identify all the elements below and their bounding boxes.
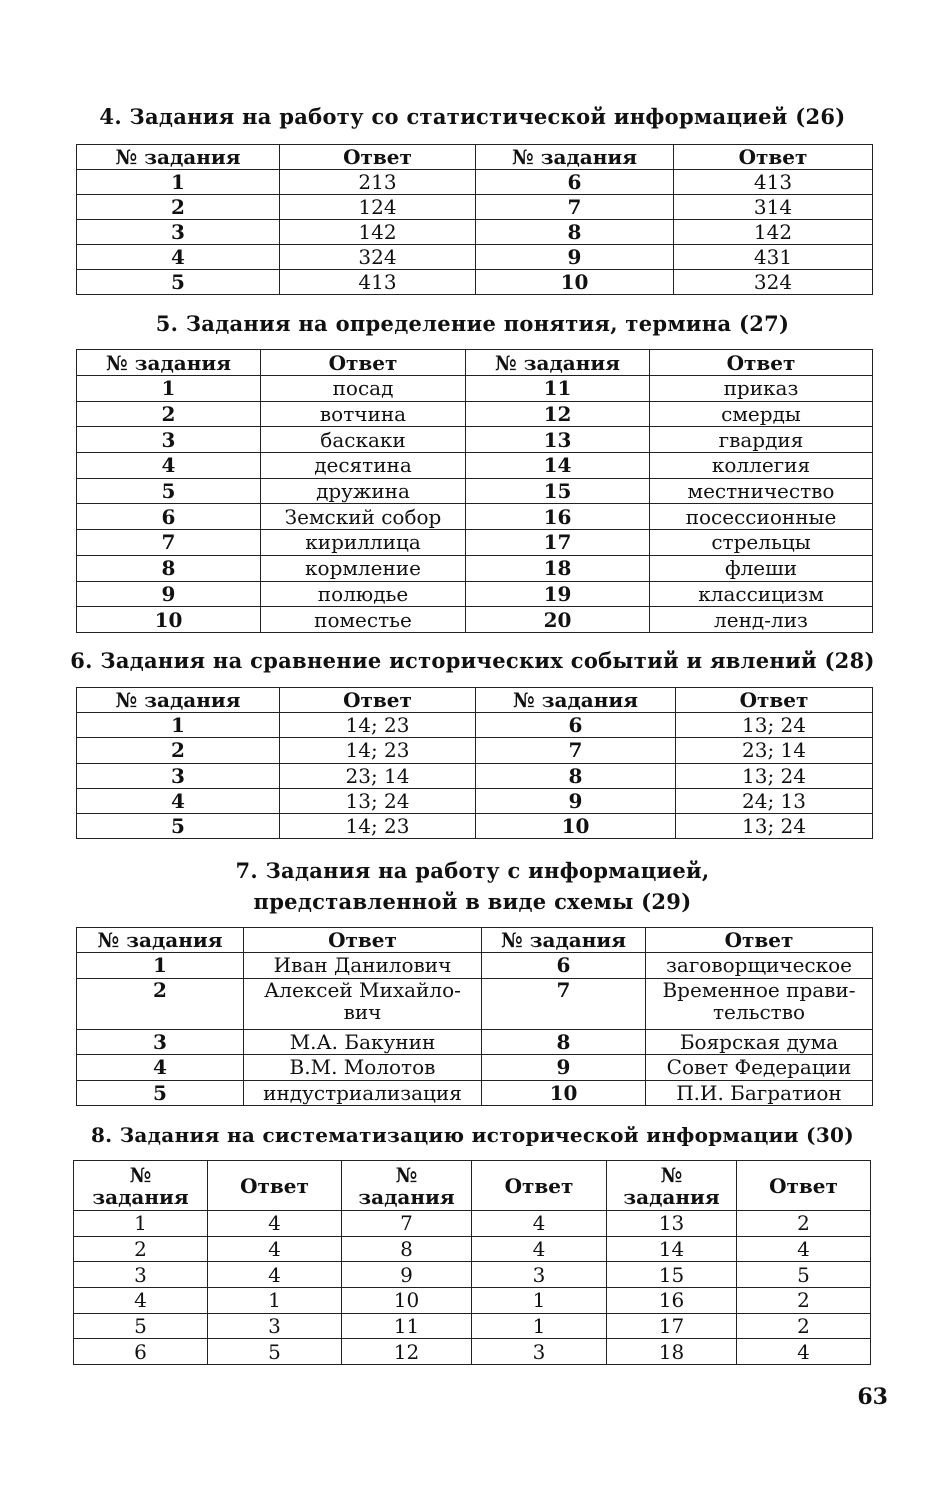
- task-number-cell: 4: [77, 245, 280, 270]
- task-number-cell: 10: [482, 1080, 646, 1106]
- answer-cell: Алексей Михайло- вич: [244, 978, 482, 1029]
- table-row: [77, 478, 873, 504]
- task-number-cell: 9: [77, 581, 261, 607]
- answer-cell: 1: [472, 1313, 607, 1339]
- table-header-row: [74, 1161, 871, 1211]
- answer-cell: 413: [674, 170, 873, 195]
- answer-cell: 24; 13: [676, 788, 873, 813]
- answer-cell: Временное прави- тельство: [646, 978, 873, 1029]
- task-number-cell: 2: [77, 978, 244, 1029]
- task-number-cell: 12: [466, 401, 650, 427]
- task-number-cell: 7: [342, 1211, 472, 1237]
- task-number-cell: 5: [77, 270, 280, 295]
- task-number-cell: 2: [74, 1236, 208, 1262]
- task-number-cell: 1: [77, 376, 261, 402]
- answer-cell: 13; 24: [280, 788, 476, 813]
- column-header: Ответ: [208, 1161, 342, 1211]
- section-4-title: 4. Задания на работу со статистической информацией (26): [99, 104, 846, 129]
- answer-cell: В.М. Молотов: [244, 1055, 482, 1081]
- answer-cell: десятина: [261, 453, 466, 479]
- task-number-cell: 10: [476, 270, 674, 295]
- task-number-cell: 11: [466, 376, 650, 402]
- table-row: [77, 581, 873, 607]
- table-row: [77, 738, 873, 763]
- task-number-cell: 9: [476, 788, 676, 813]
- answer-cell: посессионные: [650, 504, 873, 530]
- table-row: [77, 763, 873, 788]
- answer-cell: 4: [208, 1262, 342, 1288]
- task-number-cell: 15: [607, 1262, 737, 1288]
- answer-cell: посад: [261, 376, 466, 402]
- table-row: [77, 1055, 873, 1081]
- task-number-cell: 4: [77, 1055, 244, 1081]
- table-row: [77, 713, 873, 738]
- task-number-cell: 13: [607, 1211, 737, 1237]
- answer-cell: 2: [737, 1288, 871, 1314]
- answer-cell: 142: [674, 220, 873, 245]
- table-row: [77, 270, 873, 295]
- task-number-cell: 6: [482, 953, 646, 979]
- task-number-cell: 1: [74, 1211, 208, 1237]
- table-row: [77, 1029, 873, 1055]
- task-number-cell: 14: [466, 453, 650, 479]
- task-number-cell: 3: [77, 427, 261, 453]
- task-number-cell: 3: [77, 763, 280, 788]
- task-number-cell: 18: [607, 1339, 737, 1365]
- answer-cell: Земский собор: [261, 504, 466, 530]
- table-row: [77, 220, 873, 245]
- answer-cell: 4: [472, 1236, 607, 1262]
- section-6-title: 6. Задания на сравнение исторических событий и явлений (28): [70, 648, 875, 673]
- table-row: [77, 245, 873, 270]
- task-number-cell: 15: [466, 478, 650, 504]
- answer-cell: 3: [472, 1262, 607, 1288]
- answer-cell: поместье: [261, 607, 466, 633]
- answer-cell: 1: [472, 1288, 607, 1314]
- table-row: [77, 1080, 873, 1106]
- answer-cell: кириллица: [261, 530, 466, 556]
- page-number: 63: [857, 1384, 888, 1410]
- task-number-cell: 7: [476, 195, 674, 220]
- answer-cell: смерды: [650, 401, 873, 427]
- column-header: Ответ: [280, 145, 476, 170]
- task-number-cell: 7: [482, 978, 646, 1029]
- answer-cell: 5: [208, 1339, 342, 1365]
- task-number-cell: 6: [476, 170, 674, 195]
- table-row: [77, 555, 873, 581]
- answer-cell: 4: [737, 1236, 871, 1262]
- answer-cell: вотчина: [261, 401, 466, 427]
- answer-cell: 413: [280, 270, 476, 295]
- answer-cell: 1: [208, 1288, 342, 1314]
- task-number-cell: 8: [476, 763, 676, 788]
- column-header: № задания: [77, 145, 280, 170]
- task-number-cell: 3: [74, 1262, 208, 1288]
- column-header: Ответ: [646, 928, 873, 953]
- task-number-cell: 2: [77, 401, 261, 427]
- column-header: Ответ: [676, 688, 873, 713]
- answer-cell: 3: [472, 1339, 607, 1365]
- answer-cell: 431: [674, 245, 873, 270]
- task-number-cell: 3: [77, 1029, 244, 1055]
- task-number-cell: 7: [77, 530, 261, 556]
- table-row: [77, 814, 873, 839]
- answer-cell: М.А. Бакунин: [244, 1029, 482, 1055]
- answer-cell: 324: [674, 270, 873, 295]
- table-header-row: [77, 145, 873, 170]
- table-row: [77, 453, 873, 479]
- task-number-cell: 4: [74, 1288, 208, 1314]
- column-header: № задания: [476, 145, 674, 170]
- table-row: [74, 1313, 871, 1339]
- answer-cell: дружина: [261, 478, 466, 504]
- answer-cell: коллегия: [650, 453, 873, 479]
- answer-cell: 4: [472, 1211, 607, 1237]
- task-number-cell: 8: [77, 555, 261, 581]
- answer-cell: 14; 23: [280, 738, 476, 763]
- column-header: № задания: [476, 688, 676, 713]
- answer-cell: 3: [208, 1313, 342, 1339]
- task-number-cell: 5: [77, 1080, 244, 1106]
- task-number-cell: 6: [74, 1339, 208, 1365]
- answer-cell: 14; 23: [280, 713, 476, 738]
- answer-cell: 124: [280, 195, 476, 220]
- task-number-cell: 6: [476, 713, 676, 738]
- task-number-cell: 17: [607, 1313, 737, 1339]
- answer-cell: Боярская дума: [646, 1029, 873, 1055]
- table-row: [77, 170, 873, 195]
- answer-cell: кормление: [261, 555, 466, 581]
- task-number-cell: 9: [482, 1055, 646, 1081]
- task-number-cell: 13: [466, 427, 650, 453]
- answer-cell: полюдье: [261, 581, 466, 607]
- answer-cell: 13; 24: [676, 763, 873, 788]
- table-row: [74, 1262, 871, 1288]
- column-header: № задания: [77, 928, 244, 953]
- column-header: № задания: [342, 1161, 472, 1211]
- column-header: Ответ: [737, 1161, 871, 1211]
- task-number-cell: 2: [77, 195, 280, 220]
- table-header-row: [77, 350, 873, 376]
- task-number-cell: 10: [342, 1288, 472, 1314]
- task-number-cell: 5: [74, 1313, 208, 1339]
- answer-cell: 23; 14: [280, 763, 476, 788]
- section-7-title-line-1: 7. Задания на работу с информацией,: [235, 858, 710, 883]
- answer-cell: Иван Данилович: [244, 953, 482, 979]
- table-row: [77, 788, 873, 813]
- section-5-table: [76, 349, 873, 633]
- answer-cell: 2: [737, 1211, 871, 1237]
- answer-cell: П.И. Багратион: [646, 1080, 873, 1106]
- answer-cell: 5: [737, 1262, 871, 1288]
- task-number-cell: 1: [77, 713, 280, 738]
- answer-cell: баскаки: [261, 427, 466, 453]
- table-header-row: [77, 688, 873, 713]
- table-row: [77, 376, 873, 402]
- table-row: [74, 1211, 871, 1237]
- table-row: [77, 607, 873, 633]
- task-number-cell: 11: [342, 1313, 472, 1339]
- answer-cell: классицизм: [650, 581, 873, 607]
- table-row: [74, 1288, 871, 1314]
- column-header: № задания: [77, 688, 280, 713]
- answer-cell: 213: [280, 170, 476, 195]
- task-number-cell: 10: [476, 814, 676, 839]
- answer-cell: 2: [737, 1313, 871, 1339]
- answer-cell: 13; 24: [676, 713, 873, 738]
- table-row: [74, 1236, 871, 1262]
- answer-cell: 314: [674, 195, 873, 220]
- column-header: № задания: [482, 928, 646, 953]
- answer-cell: флеши: [650, 555, 873, 581]
- answer-cell: стрельцы: [650, 530, 873, 556]
- task-number-cell: 14: [607, 1236, 737, 1262]
- task-number-cell: 20: [466, 607, 650, 633]
- answer-cell: заговорщическое: [646, 953, 873, 979]
- column-header: Ответ: [472, 1161, 607, 1211]
- answer-cell: 14; 23: [280, 814, 476, 839]
- table-row: [77, 195, 873, 220]
- table-row: [77, 427, 873, 453]
- column-header: Ответ: [261, 350, 466, 376]
- answer-cell: 142: [280, 220, 476, 245]
- answer-cell: Совет Федерации: [646, 1055, 873, 1081]
- section-8-title: 8. Задания на систематизацию исторической информации (30): [90, 1123, 855, 1147]
- task-number-cell: 1: [77, 953, 244, 979]
- task-number-cell: 16: [607, 1288, 737, 1314]
- task-number-cell: 18: [466, 555, 650, 581]
- column-header: Ответ: [280, 688, 476, 713]
- task-number-cell: 1: [77, 170, 280, 195]
- task-number-cell: 3: [77, 220, 280, 245]
- answer-cell: 4: [208, 1211, 342, 1237]
- section-6-table: [76, 687, 873, 839]
- answer-cell: 4: [208, 1236, 342, 1262]
- answer-cell: 13; 24: [676, 814, 873, 839]
- task-number-cell: 17: [466, 530, 650, 556]
- task-number-cell: 7: [476, 738, 676, 763]
- task-number-cell: 9: [342, 1262, 472, 1288]
- table-row: [77, 978, 873, 1029]
- section-8-table: [73, 1160, 871, 1365]
- table-row: [77, 530, 873, 556]
- answer-cell: индустриализация: [244, 1080, 482, 1106]
- answer-cell: 4: [737, 1339, 871, 1365]
- table-row: [77, 953, 873, 979]
- task-number-cell: 16: [466, 504, 650, 530]
- task-number-cell: 9: [476, 245, 674, 270]
- column-header: № задания: [77, 350, 261, 376]
- answer-cell: приказ: [650, 376, 873, 402]
- task-number-cell: 10: [77, 607, 261, 633]
- task-number-cell: 8: [342, 1236, 472, 1262]
- answer-cell: 324: [280, 245, 476, 270]
- task-number-cell: 2: [77, 738, 280, 763]
- table-row: [77, 504, 873, 530]
- section-4-table: [76, 144, 873, 295]
- column-header: Ответ: [244, 928, 482, 953]
- task-number-cell: 4: [77, 788, 280, 813]
- answer-cell: гвардия: [650, 427, 873, 453]
- column-header: Ответ: [650, 350, 873, 376]
- table-header-row: [77, 928, 873, 953]
- task-number-cell: 8: [476, 220, 674, 245]
- answer-cell: ленд-лиз: [650, 607, 873, 633]
- section-5-title: 5. Задания на определение понятия, термина (27): [155, 311, 790, 336]
- column-header: № задания: [607, 1161, 737, 1211]
- section-7-table: [76, 927, 873, 1106]
- column-header: Ответ: [674, 145, 873, 170]
- task-number-cell: 5: [77, 814, 280, 839]
- table-row: [74, 1339, 871, 1365]
- task-number-cell: 19: [466, 581, 650, 607]
- task-number-cell: 8: [482, 1029, 646, 1055]
- task-number-cell: 5: [77, 478, 261, 504]
- task-number-cell: 12: [342, 1339, 472, 1365]
- task-number-cell: 6: [77, 504, 261, 530]
- answer-cell: 23; 14: [676, 738, 873, 763]
- answer-cell: местничество: [650, 478, 873, 504]
- table-row: [77, 401, 873, 427]
- column-header: № задания: [74, 1161, 208, 1211]
- section-7-title-line-2: представленной в виде схемы (29): [253, 889, 692, 914]
- task-number-cell: 4: [77, 453, 261, 479]
- column-header: № задания: [466, 350, 650, 376]
